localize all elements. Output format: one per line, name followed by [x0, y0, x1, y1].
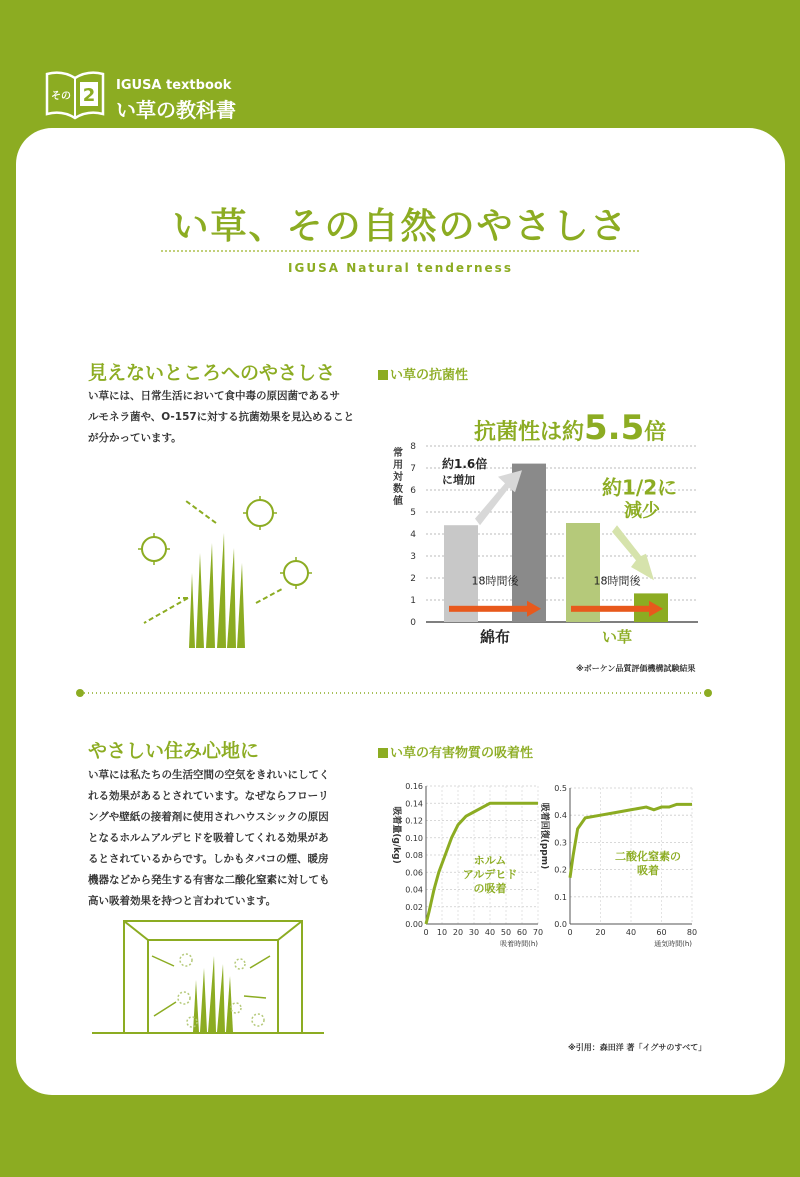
section2-line: となるホルムアルデヒドを吸着してくれる効果があ	[88, 832, 329, 844]
y-tick-label: 0.08	[405, 851, 423, 860]
y-tick-label: 0.00	[405, 920, 423, 929]
x-tick-label: 20	[452, 928, 464, 937]
y-tick-label: 0.06	[405, 868, 423, 878]
y-tick-label: 0.3	[554, 838, 567, 848]
x-tick-label: 20	[595, 928, 606, 937]
bar	[512, 464, 546, 622]
header-subtitle: IGUSA textbook	[116, 78, 232, 93]
grass-icon	[193, 956, 233, 1032]
x-tick-label: 10	[436, 928, 448, 937]
section2-line: い草には私たちの生活空間の空気をきれいにしてく	[88, 769, 330, 781]
section1-line: い草には、日常生活において食中毒の原因菌であるサ	[88, 390, 340, 402]
y-tick-label: 0.5	[554, 784, 567, 793]
igusa-change-label: 減少	[624, 500, 660, 522]
section2-heading: やさしい住み心地に	[88, 740, 260, 762]
y-axis-label-char: 値	[393, 496, 403, 507]
title-divider	[161, 250, 639, 252]
y-tick-label: 0.10	[405, 833, 423, 843]
section2-line: ングや壁紙の接着剤に使用されハウスシックの原因	[88, 811, 329, 823]
x-tick-label: 40	[484, 928, 496, 937]
section2-line: 機器などから発生する有害な二酸化窒素に対しても	[88, 874, 330, 886]
y-tick-label: 4	[410, 530, 416, 540]
section-divider	[74, 686, 714, 700]
x-tick-label: 80	[686, 928, 698, 937]
header-badge-word: その	[51, 91, 71, 102]
header-title: い草の教科書	[116, 98, 236, 122]
y-tick-label: 2	[410, 574, 416, 584]
section1-body	[88, 386, 378, 449]
x-tick-label: 40	[625, 928, 637, 937]
y-tick-label: 0.4	[554, 811, 567, 821]
antibacterial-note: ※ボーケン品質評価機構試験結果	[576, 664, 696, 673]
adsorption-chart-title-text: い草の有害物質の吸着性	[390, 746, 534, 761]
legend-square-icon	[378, 370, 388, 380]
y-tick-label: 3	[410, 552, 416, 562]
page-title: い草、その自然のやさしさ	[172, 206, 629, 247]
y-axis-label-char: 用	[393, 460, 403, 471]
callout-text: 抗菌性は約	[474, 420, 585, 445]
grass-icon	[189, 533, 245, 648]
y-tick-label: 5	[410, 508, 416, 518]
legend-square-icon	[378, 748, 388, 758]
x-tick-label: 0	[567, 928, 573, 937]
header-badge-num: 2	[82, 85, 96, 106]
adsorption-chart-title	[378, 742, 533, 761]
bacteria-icon	[138, 496, 312, 589]
decrease-arrow-icon	[612, 525, 654, 580]
antibacterial-illustration	[126, 493, 316, 653]
section2-line: るとされているからです。しかもタバコの煙、暖房	[88, 853, 329, 865]
y-tick-label: 0	[410, 618, 416, 628]
room-icon	[92, 921, 324, 1033]
section2-line: 高い吸着効果を持つと言われています。	[88, 895, 277, 907]
timeline-arrow-shaft	[571, 606, 653, 612]
series-label: ホルム	[473, 854, 507, 867]
y-tick-label: 6	[410, 486, 416, 496]
section1-heading: 見えないところへのやさしさ	[88, 362, 336, 384]
y-tick-label: 0.02	[405, 902, 423, 912]
antibacterial-chart-title	[378, 364, 468, 383]
adsorption-note: ※引用：森田洋 著「イグサのすべて」	[568, 1043, 707, 1052]
no2-line-chart	[520, 776, 710, 956]
x-axis-label: 通気時間(h)	[654, 940, 692, 948]
y-axis-label-char: 数	[393, 484, 403, 495]
y-axis-label-char: 対	[393, 472, 403, 483]
y-axis-label-char: 常	[393, 448, 403, 459]
y-tick-label: 8	[410, 442, 416, 452]
y-tick-label: 0.2	[554, 865, 567, 875]
x-tick-label: 50	[500, 928, 512, 937]
arrow-label: 18時間後	[593, 574, 641, 588]
x-tick-label: 60	[656, 928, 667, 937]
x-tick-label: 70	[532, 928, 544, 937]
section1-line: ルモネラ菌や、O-157に対する抗菌効果を見込めること	[88, 411, 355, 423]
x-tick-label: 0	[423, 928, 429, 937]
section1-line: が分かっています。	[88, 432, 182, 444]
antibacterial-bar-chart	[370, 434, 700, 656]
y-axis-label: 吸着量(g/kg)	[391, 806, 401, 864]
antibacterial-chart-title-text: い草の抗菌性	[390, 368, 469, 383]
y-tick-label: 0.16	[405, 782, 423, 791]
series-label: 吸着	[637, 864, 659, 877]
y-tick-label: 0.04	[405, 885, 423, 895]
series-label: 二酸化窒素の	[615, 850, 681, 863]
formaldehyde-line-chart	[370, 776, 542, 956]
y-tick-label: 0.1	[554, 892, 567, 902]
callout-unit: 倍	[644, 420, 667, 445]
y-tick-label: 0.0	[554, 920, 567, 929]
x-tick-label: い草	[601, 628, 633, 646]
x-tick-label: 綿布	[479, 628, 511, 646]
cotton-change-label: に増加	[442, 473, 475, 487]
page-subtitle: IGUSA Natural tenderness	[288, 261, 513, 275]
series-label: アルデヒド	[462, 868, 518, 881]
room-illustration	[92, 916, 324, 1038]
y-tick-label: 7	[410, 464, 416, 474]
y-tick-label: 1	[410, 596, 416, 606]
x-tick-label: 30	[468, 928, 480, 937]
igusa-change-label: 約1/2に	[602, 475, 678, 500]
cotton-change-label: 約1.6倍	[442, 457, 488, 471]
y-axis-label: 吸着回復(ppm)	[539, 802, 549, 870]
callout-number: 5.5	[584, 408, 645, 448]
section2-line: れる効果があるとされています。なぜならフローリ	[88, 790, 329, 802]
book-icon	[44, 70, 106, 122]
content-card	[16, 128, 785, 1095]
x-tick-label: 60	[516, 928, 528, 937]
y-tick-label: 0.14	[405, 799, 423, 809]
series-label: の吸着	[473, 882, 507, 895]
arrow-label: 18時間後	[471, 574, 519, 588]
timeline-arrow-shaft	[449, 606, 531, 612]
section2-body	[88, 765, 378, 912]
y-tick-label: 0.12	[405, 816, 423, 826]
x-axis-label: 吸着時間(h)	[500, 940, 538, 948]
